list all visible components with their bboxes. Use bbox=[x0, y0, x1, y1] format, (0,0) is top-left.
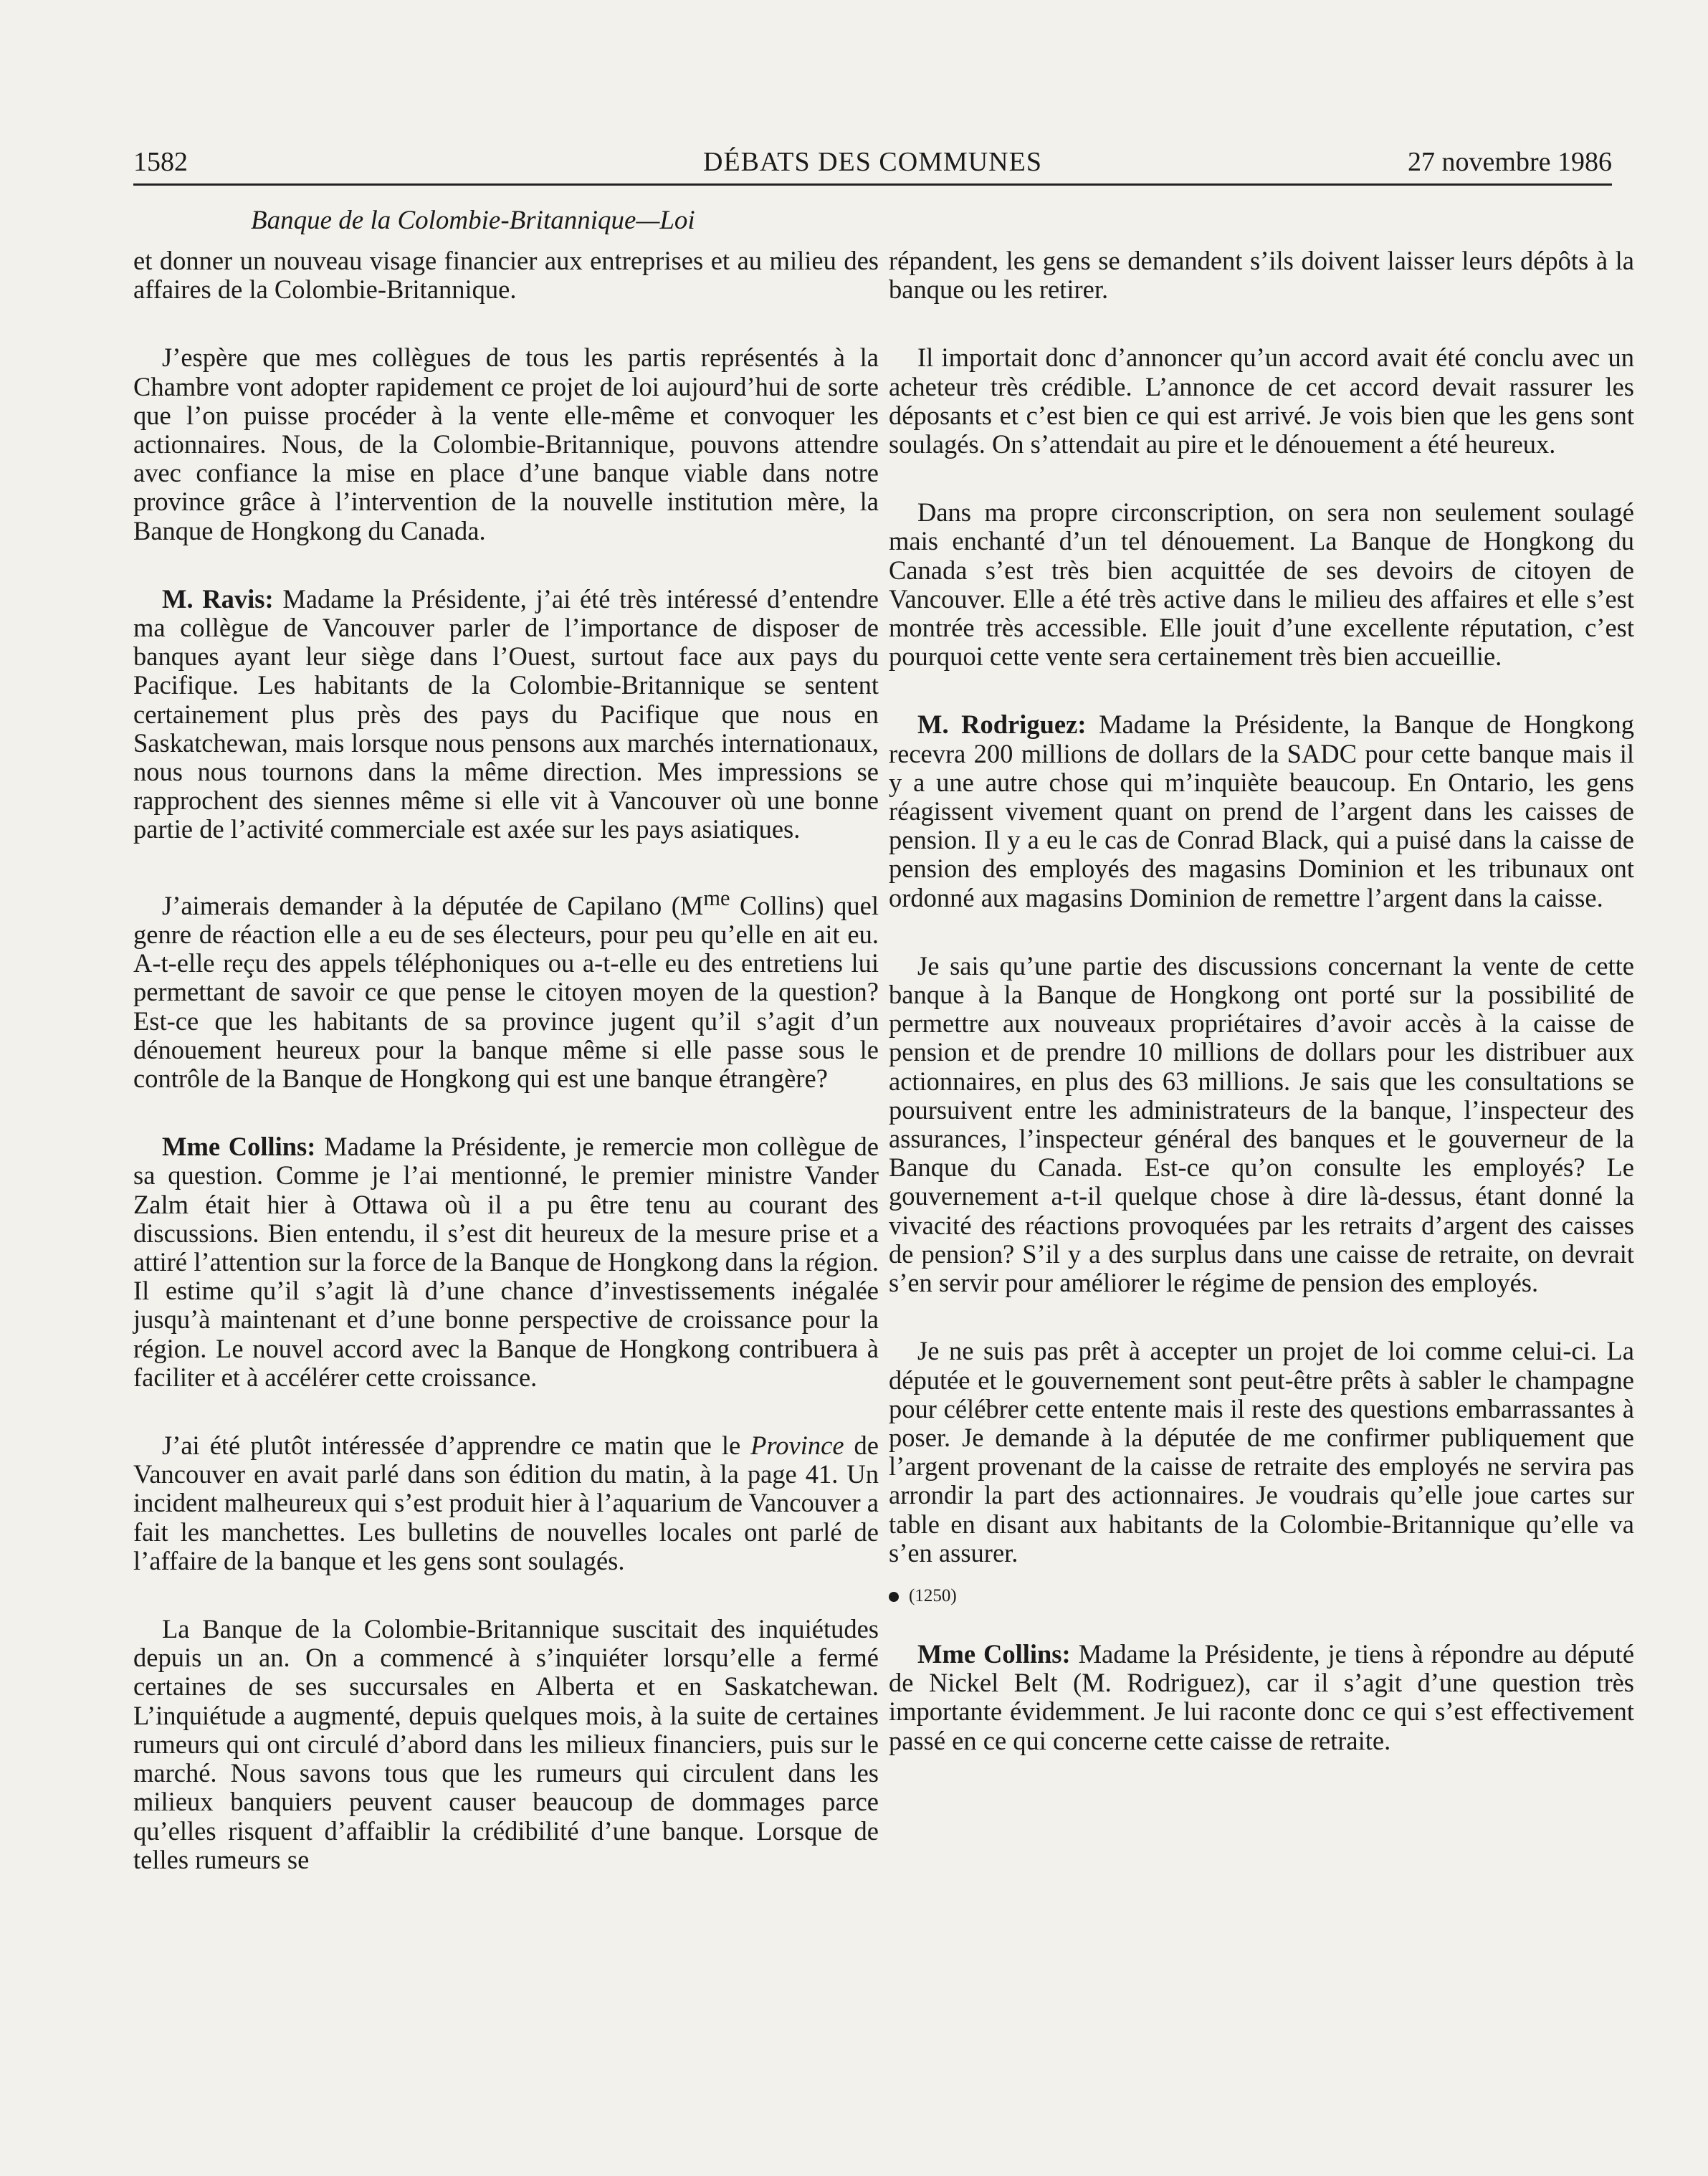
paragraph-text: Collins) quel genre de réaction elle a eu de ses électeurs, pour peu qu’elle en ait eu. A-t-elle reçu des appels téléphoniques ou a-t-elle eu des entretiens lui permettant de savoir ce que pense le citoyen moyen de la question? Est-ce que les habitants de sa province jugent qu’il s’agit d’un dénouement heureux pour la banque même si elle passe sous le contrôle de la Banque de Hongkong qui est une banque étrangère? bbox=[133, 890, 879, 1094]
paragraph bbox=[133, 1431, 879, 1575]
paragraph: La Banque de la Colombie-Britannique suscitait des inquiétudes depuis un an. On a commencé à s’inquiéter lorsqu’elle a fermé certaines de ses succursales en Alberta et en Saskatchewan. L’inquiétude a augmenté, depuis quelques mois, à la suite de certaines rumeurs qui ont circulé d’abord dans les milieux financiers, puis sur le marché. Nous savons tous que les rumeurs qui circulent dans les milieux banquiers peuvent causer beaucoup de dommages parce qu’elles risquent d’affaiblir la crédibilité d’une banque. Lorsque de telles rumeurs se bbox=[133, 1614, 879, 1874]
page-number: 1582 bbox=[133, 147, 188, 177]
speaker-name: M. Rodriguez: bbox=[917, 710, 1087, 740]
right-column bbox=[889, 247, 1634, 1755]
paragraph: Je sais qu’une partie des discussions concernant la vente de cette banque à la Banque de Hongkong ont porté sur la possibilité de permettre aux nouveaux propriétaires d’avoir accès à la caisse de pension et de prendre 10 millions de dollars pour les distribuer aux actionnaires, en plus des 63 millions. Je sais que les consultations se poursuivent entre les administrateurs de la banque, l’inspecteur des assurances, l’inspecteur général des banques et le gouverneur de la Banque du Canada. Est-ce qu’on consulte les employés? Le gouvernement a-t-il quelque chose à dire là-dessus, étant donné la vivacité des réactions provoquées par les retraits d’argent des caisses de pension? S’il y a des surplus dans une caisse de retraite, on devrait s’en servir pour améliorer le régime de pension des employés. bbox=[889, 950, 1634, 1298]
running-header bbox=[133, 143, 1612, 186]
speech-text: Madame la Présidente, je tiens à répondre au député de Nickel Belt (M. Rodriguez), car il s’agit d’une question très importante évidemment. Je lui raconte donc ce qui s’est effectivement passé en ce qui concerne cette caisse de retraite. bbox=[889, 1638, 1635, 1755]
paragraph: et donner un nouveau visage financier aux entreprises et au milieu des affaires de la Colombie-Britannique. bbox=[133, 246, 879, 305]
journal-title: DÉBATS DES COMMUNES bbox=[703, 147, 1042, 177]
speaker-name: M. Ravis: bbox=[162, 583, 274, 614]
speaker-name: Mme Collins: bbox=[162, 1132, 316, 1162]
honorific-superscript: me bbox=[703, 885, 730, 910]
speaker-name: Mme Collins: bbox=[917, 1638, 1071, 1669]
paragraph-text: J’aimerais demander à la députée de Capilano (M bbox=[162, 890, 704, 920]
paragraph: Il importait donc d’annoncer qu’un accord avait été conclu avec un acheteur très crédible. L’annonce de cet accord devait rassurer les déposants et c’est bien ce qui est arrivé. Je vois bien que les gens sont soulagés. On s’attendait au pire et le dénouement a été heureux. bbox=[889, 343, 1634, 459]
speech-rodriguez bbox=[889, 710, 1634, 912]
speech-collins bbox=[889, 1640, 1634, 1755]
timestamp: (1250) bbox=[909, 1585, 957, 1605]
left-column bbox=[133, 247, 879, 1874]
paragraph: Dans ma propre circonscription, on sera non seulement soulagé mais enchanté d’un tel dénouement. La Banque de Hongkong du Canada s’est très bien acquittée de ses devoirs de citoyen de Vancouver. Elle a été très active dans le milieu des affaires et elle s’est montrée très accessible. Elle jouit d’une excellente réputation, c’est pourquoi cette vente sera certainement très bien accueillie. bbox=[889, 497, 1634, 672]
speech-text: Madame la Présidente, la Banque de Hongkong recevra 200 millions de dollars de la SADC pour cette banque mais il y a une autre chose qui m’inquiète beaucoup. En Ontario, les gens réagissent vivement quant on prend de l’argent dans les caisses de pension. Il y a eu le cas de Conrad Black, qui a puisé dans la caisse de pension des employés des magasins Dominion et les tribunaux ont ordonné aux magasins Dominion de remettre l’argent dans la caisse. bbox=[889, 710, 1635, 912]
timestamp-marker bbox=[889, 1585, 1634, 1607]
speech-collins bbox=[133, 1132, 879, 1392]
paragraph-text: de Vancouver en avait parlé dans son édition du matin, à la page 41. Un incident malheureux qui s’est produit hier à l’aquarium de Vancouver a fait les manchettes. Les bulletins de nouvelles locales ont parlé de l’affaire de la banque et les gens sont soulagés. bbox=[133, 1431, 879, 1575]
speech-ravis bbox=[133, 585, 879, 844]
bullet-icon bbox=[889, 1592, 899, 1602]
paragraph: J’espère que mes collègues de tous les partis représentés à la Chambre vont adopter rapidement ce projet de loi aujourd’hui de sorte que l’on puisse procéder à la vente elle-même et convoquer les actionnaires. Nous, de la Colombie-Britannique, pouvons attendre avec confiance la mise en place d’une banque viable dans notre province grâce à l’intervention de la nouvelle institution mère, la Banque de Hongkong du Canada. bbox=[133, 343, 879, 545]
paragraph bbox=[133, 884, 879, 1094]
speech-text: Madame la Présidente, j’ai été très intéressé d’entendre ma collègue de Vancouver parler de l’importance de disposer de banques ayant leur siège dans l’Ouest, surtout face aux pays du Pacifique. Les habitants de la Colombie-Britannique se sentent certainement plus près des pays du Pacifique que nous en Saskatchewan, mais lorsque nous pensons aux marchés internationaux, nous nous tournons dans la même direction. Mes impressions se rapprochent des siennes même si elle vit à Vancouver où une bonne partie de l’activité commerciale est axée sur les pays asiatiques. bbox=[133, 583, 879, 844]
paragraph: Je ne suis pas prêt à accepter un projet de loi comme celui-ci. La députée et le gouvernement sont peut-être prêts à sabler le champagne pour célébrer cette entente mais il reste des questions embarrassantes à poser. Je demande à la députée de me confirmer publiquement que l’argent provenant de la caisse de retraite des employés ne servira pas arrondir la part des actionnaires. Je voudrais qu’elle joue cartes sur table en disant aux habitants de la Colombie-Britannique qu’elle va s’en assurer. bbox=[889, 1336, 1634, 1567]
speech-text: Madame la Présidente, je remercie mon collègue de sa question. Comme je l’ai mentionné, le premier ministre Vander Zalm était hier à Ottawa où il a pu être tenu au courant des discussions. Bien entendu, il s’est dit heureux de la mesure prise et a attiré l’attention sur la force de la Banque de Hongkong dans la région. Il estime qu’il s’agit là d’une chance d’investissements inégalée jusqu’à maintenant et d’une bonne perspective de croissance pour la région. Le nouvel accord avec la Banque de Hongkong contribuera à faciliter et à accélérer cette croissance. bbox=[133, 1132, 879, 1392]
header-date: 27 novembre 1986 bbox=[1408, 147, 1612, 177]
paragraph-text: J’ai été plutôt intéressée d’apprendre ce matin que le bbox=[162, 1431, 751, 1461]
paragraph: répandent, les gens se demandent s’ils doivent laisser leurs dépôts à la banque ou les retirer. bbox=[889, 246, 1634, 305]
newspaper-title: Province bbox=[750, 1431, 844, 1461]
subject-heading: Banque de la Colombie-Britannique—Loi bbox=[251, 206, 695, 235]
